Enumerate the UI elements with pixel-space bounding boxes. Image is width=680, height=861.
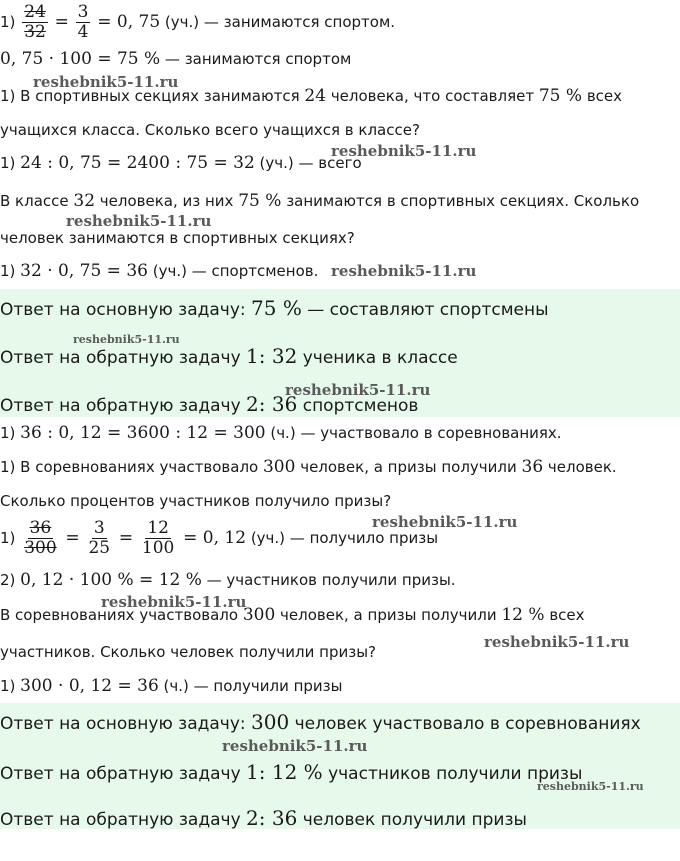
math-expression: 300 · 0, 12 = 36: [20, 676, 159, 696]
text-part: занимаются в спортивных секциях. Сколько: [281, 192, 640, 210]
answer-inverse-1: [0, 761, 582, 785]
watermark: reshebnik5-11.ru: [66, 212, 212, 230]
answer-inverse-2: [0, 393, 418, 417]
text-part: участников. Сколько человек получили призы?: [0, 643, 377, 661]
answer-inverse-1: [0, 345, 458, 369]
math-expression: 0, 75 · 100 = 75 %: [0, 49, 161, 69]
math-value: 300: [262, 457, 296, 477]
answer-text: человек получили призы: [297, 810, 527, 830]
answer-main: [0, 297, 549, 321]
problem-text: [0, 642, 376, 662]
step-number: 1): [0, 262, 21, 280]
math-value: 75 %: [251, 296, 302, 320]
text-part: человек.: [543, 458, 617, 476]
text-part: человек занимаются в спортивных секциях?: [0, 229, 355, 247]
answer-label: Ответ на основную задачу:: [0, 714, 252, 734]
text-part: человека, из них: [95, 192, 239, 210]
watermark: reshebnik5-11.ru: [33, 73, 179, 91]
answer-label: Ответ на обратную задачу: [0, 810, 247, 830]
watermark: reshebnik5-11.ru: [73, 333, 180, 346]
text-part: всех: [544, 606, 585, 624]
watermark: reshebnik5-11.ru: [222, 737, 368, 755]
answer-block: [0, 703, 680, 829]
step-number: 1): [0, 424, 21, 442]
fraction-numerator: 36: [29, 518, 52, 538]
fraction: [140, 519, 176, 558]
answer-main: [0, 711, 641, 735]
equals-sign: =: [118, 528, 134, 548]
problem-text: [0, 457, 617, 477]
step-number: 1): [0, 529, 16, 547]
math-value: 300: [242, 605, 276, 625]
math-expression: 24 : 0, 75 = 2400 : 75 = 32: [20, 153, 255, 173]
step-number: 1): [0, 13, 16, 31]
text-part: В соревнованиях участвовало: [0, 606, 243, 624]
answer-block: [0, 289, 680, 417]
fraction-denominator: 100: [141, 538, 175, 558]
equals-sign: =: [65, 528, 80, 548]
problem-text: [0, 191, 639, 211]
answer-text: участников получили призы: [322, 764, 583, 784]
fraction-numerator: 3: [77, 2, 89, 22]
text-part: Сколько процентов участников получило призы?: [0, 492, 392, 510]
watermark: reshebnik5-11.ru: [285, 381, 431, 399]
math-value: 36: [521, 457, 544, 477]
watermark: reshebnik5-11.ru: [372, 513, 518, 531]
line-text: (ч.) — участвовало в соревнованиях.: [265, 424, 562, 442]
problem-text: [0, 228, 355, 248]
math-value: 24: [304, 86, 327, 106]
line-text: (уч.) — получило призы: [246, 529, 439, 547]
solution-line: [0, 423, 562, 443]
line-text: — участников получили призы.: [201, 571, 456, 589]
solution-line: [0, 515, 438, 561]
math-expression: 0, 12 · 100 % = 12 %: [20, 570, 202, 590]
step-number: 2): [0, 571, 21, 589]
solution-line: [0, 49, 351, 69]
watermark: reshebnik5-11.ru: [537, 780, 644, 793]
fraction-numerator: 12: [147, 518, 169, 538]
math-value: 75 %: [238, 191, 282, 211]
fraction: [86, 519, 112, 558]
problem-text: [0, 120, 420, 140]
fraction-denominator: 4: [77, 22, 89, 42]
watermark: reshebnik5-11.ru: [331, 142, 477, 160]
line-text: — занимаются спортом: [160, 50, 352, 68]
step-number: 1): [0, 677, 21, 695]
math-expression: 36 : 0, 12 = 3600 : 12 = 300: [20, 423, 266, 443]
text-part: человек, а призы получили: [275, 606, 502, 624]
text-part: человека, что составляет: [326, 87, 539, 105]
fraction: [22, 519, 58, 558]
answer-label: Ответ на основную задачу:: [0, 300, 252, 320]
line-text: (ч.) — получили призы: [158, 677, 343, 695]
answer-text: — составляют спортсмены: [301, 300, 549, 320]
math-value: 75 %: [538, 86, 583, 106]
answer-text: спортсменов: [297, 396, 419, 416]
math-value: 1: 12 %: [246, 760, 323, 784]
solution-line: [0, 261, 318, 281]
answer-label: Ответ на обратную задачу: [0, 764, 247, 784]
answer-text: человек участвовало в соревнованиях: [289, 714, 641, 734]
text-part: учащихся класса. Сколько всего учащихся в классе?: [0, 121, 420, 139]
answer-label: Ответ на обратную задачу: [0, 396, 247, 416]
watermark: reshebnik5-11.ru: [484, 633, 630, 651]
math-expression: = 0, 75: [97, 12, 161, 32]
problem-text: [0, 491, 391, 511]
fraction: [22, 3, 48, 42]
math-expression: 32 · 0, 75 = 36: [20, 261, 148, 281]
fraction-numerator: 24: [24, 2, 46, 22]
text-part: 1) В спортивных секциях занимаются: [0, 87, 305, 105]
step-number: 1): [0, 154, 21, 172]
math-value: 300: [251, 710, 290, 734]
math-value: 12 %: [501, 605, 545, 625]
math-value: 2: 36: [246, 806, 298, 830]
fraction-denominator: 25: [88, 538, 111, 558]
solution-line: [0, 0, 395, 44]
math-expression: = 0, 12: [183, 528, 247, 548]
fraction-denominator: 32: [24, 22, 46, 42]
equals-sign: =: [54, 12, 69, 32]
fraction-numerator: 3: [93, 518, 105, 538]
fraction: [76, 3, 91, 42]
line-text: (уч.) — спортсменов.: [147, 262, 319, 280]
math-value: 2: 36: [246, 392, 298, 416]
fraction-denominator: 300: [24, 538, 57, 558]
line-text: (уч.) — занимаются спортом.: [160, 13, 396, 31]
watermark: reshebnik5-11.ru: [331, 262, 477, 280]
solution-line: [0, 676, 342, 696]
text-part: всех: [582, 87, 623, 105]
solution-line: [0, 153, 362, 173]
problem-text: [0, 86, 622, 106]
math-value: 32: [73, 191, 96, 211]
line-text: (уч.) — всего: [254, 154, 362, 172]
problem-text: [0, 605, 585, 625]
math-value: 1: 32: [246, 344, 298, 368]
watermark: reshebnik5-11.ru: [101, 593, 247, 611]
answer-text: ученика в классе: [297, 348, 458, 368]
solution-line: [0, 570, 456, 590]
text-part: человек, а призы получили: [295, 458, 522, 476]
answer-label: Ответ на обратную задачу: [0, 348, 247, 368]
answer-inverse-2: [0, 807, 527, 831]
text-part: В классе: [0, 192, 74, 210]
text-part: 1) В соревнованиях участвовало: [0, 458, 263, 476]
